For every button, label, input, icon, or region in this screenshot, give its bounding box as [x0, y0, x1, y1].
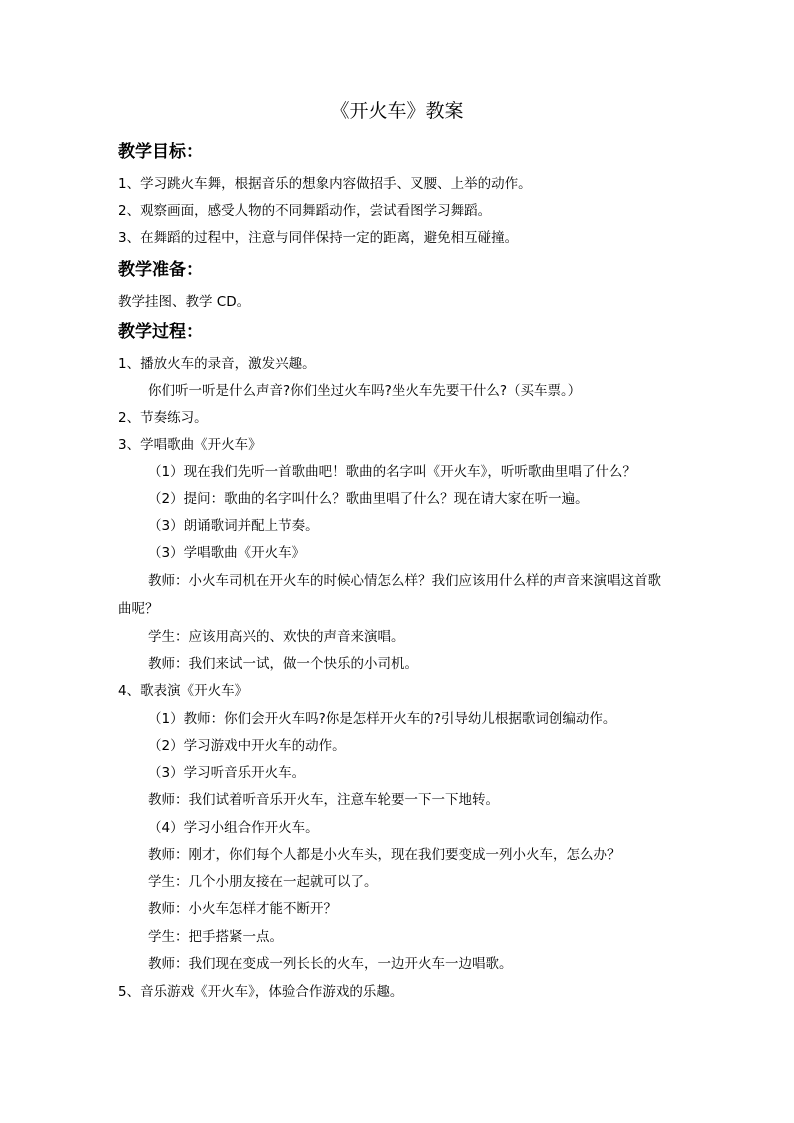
process-line: 4、歌表演《开火车》 [118, 683, 249, 699]
process-line: 曲呢？ [118, 601, 159, 617]
goal-item: 2、观察画面，感受人物的不同舞蹈动作，尝试看图学习舞蹈。 [118, 203, 492, 219]
process-line: 教师：小火车怎样才能不断开？ [148, 901, 337, 917]
process-line: 3、学唱歌曲《开火车》 [118, 437, 262, 453]
process-line: 学生：应该用高兴的、欢快的声音来演唱。 [148, 629, 405, 645]
process-line: 教师：刚才，你们每个人都是小火车头，现在我们要变成一列小火车，怎么办？ [148, 847, 621, 863]
process-line: 教师：小火车司机在开火车的时候心情怎么样？我们应该用什么样的声音来演唱这首歌 [148, 573, 661, 589]
process-line: （3）朗诵歌词并配上节奏。 [148, 518, 319, 534]
process-line: 2、节奏练习。 [118, 410, 208, 426]
process-line: 5、音乐游戏《开火车》，体验合作游戏的乐趣。 [118, 984, 404, 1000]
process-line: 教师：我们来试一试，做一个快乐的小司机。 [148, 656, 418, 672]
process-line: （2）提问：歌曲的名字叫什么？歌曲里唱了什么？现在请大家在听一遍。 [148, 491, 589, 507]
process-line: （2）学习游戏中开火车的动作。 [148, 738, 346, 754]
document-title: 《开火车》教案 [330, 100, 464, 122]
section-heading-prep: 教学准备： [118, 260, 203, 280]
process-line: （1）教师：你们会开火车吗?你是怎样开火车的?引导幼儿根据歌词创编动作。 [148, 711, 617, 727]
process-line: 学生：把手搭紧一点。 [148, 929, 283, 945]
process-line: 学生：几个小朋友接在一起就可以了。 [148, 874, 378, 890]
process-line: （3）学唱歌曲《开火车》 [148, 545, 306, 561]
process-line: 教师：我们现在变成一列长长的火车，一边开火车一边唱歌。 [148, 956, 513, 972]
process-line: （3）学习听音乐开火车。 [148, 765, 306, 781]
goal-item: 3、在舞蹈的过程中，注意与同伴保持一定的距离，避免相互碰撞。 [118, 230, 519, 246]
prep-text: 教学挂图、教学 CD。 [118, 294, 251, 310]
process-line: （4）学习小组合作开火车。 [148, 820, 319, 836]
goal-item: 1、学习跳火车舞，根据音乐的想象内容做招手、叉腰、上举的动作。 [118, 176, 532, 192]
process-line: 教师：我们试着听音乐开火车，注意车轮要一下一下地转。 [148, 792, 499, 808]
process-line: 你们听一听是什么声音?你们坐过火车吗?坐火车先要干什么?（买车票。） [148, 383, 582, 399]
process-line: 1、播放火车的录音，激发兴趣。 [118, 356, 316, 372]
section-heading-process: 教学过程： [118, 322, 203, 342]
process-line: （1）现在我们先听一首歌曲吧！歌曲的名字叫《开火车》，听听歌曲里唱了什么？ [148, 464, 636, 480]
section-heading-goals: 教学目标： [118, 142, 203, 162]
